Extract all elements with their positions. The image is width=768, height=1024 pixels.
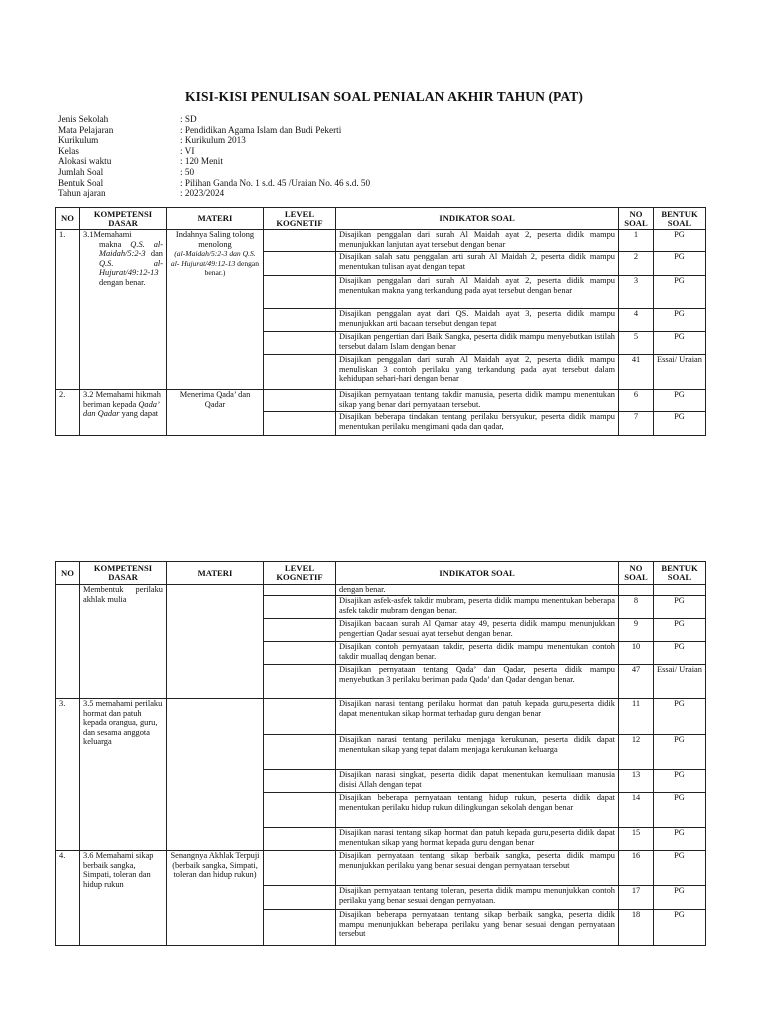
indikator-cell: Disajikan penggalan dari surah Al Maidah ayat 2, peserta didik mampu menuliskan 3 contoh perilaku yang terkandung pada ayat tersebut dalam kehidupan sehari-hari dengan benar <box>336 355 619 390</box>
no-soal-cell: 4 <box>619 309 654 332</box>
row-number <box>56 585 80 699</box>
bentuk-soal-cell: PG <box>654 619 706 642</box>
indikator-cell: Disajikan beberapa tindakan tentang perilaku bersyukur, peserta didik mampu menentukan perilaku mengimani qada dan qadar, <box>336 412 619 436</box>
level-cell <box>264 642 336 665</box>
row-number: 3. <box>56 699 80 851</box>
level-cell <box>264 230 336 252</box>
bentuk-soal-cell: PG <box>654 252 706 276</box>
bentuk-soal-cell: PG <box>654 851 706 886</box>
no-soal-cell: 16 <box>619 851 654 886</box>
header-indikator-soal: INDIKATOR SOAL <box>336 562 619 585</box>
level-cell <box>264 585 336 596</box>
no-soal-cell: 12 <box>619 735 654 770</box>
meta-label: Kelas <box>58 145 79 156</box>
kisi-table-page-2 <box>55 561 706 946</box>
level-cell <box>264 735 336 770</box>
kompetensi-dasar-cell <box>80 390 167 436</box>
indikator-cell: Disajikan narasi tentang perilaku menjaga kerukunan, peserta didik dapat menentukan sikap yang tepat dalam menjaga kerukunan keluarga <box>336 735 619 770</box>
meta-value: : Pilihan Ganda No. 1 s.d. 45 /Uraian No. 46 s.d. 50 <box>180 177 371 188</box>
bentuk-soal-cell: PG <box>654 332 706 355</box>
indikator-cell: Disajikan asfek-asfek takdir mubram, peserta didik mampu menentukan beberapa asfek takdir mubram dengan benar. <box>336 596 619 619</box>
no-soal-cell: 1 <box>619 230 654 252</box>
meta-row <box>58 146 370 157</box>
no-soal-cell: 5 <box>619 332 654 355</box>
no-soal-cell: 17 <box>619 886 654 910</box>
kd-text <box>83 240 163 288</box>
kd-text-part: makna <box>99 239 131 249</box>
no-soal-cell: 11 <box>619 699 654 735</box>
no-soal-cell: 13 <box>619 770 654 793</box>
bentuk-soal-cell: PG <box>654 642 706 665</box>
level-cell <box>264 309 336 332</box>
kd-text-part: dan <box>145 249 163 258</box>
meta-row <box>58 156 370 167</box>
meta-value: : 2023/2024 <box>180 188 225 199</box>
meta-label: Jumlah Soal <box>58 166 104 177</box>
bentuk-soal-cell: PG <box>654 828 706 851</box>
materi-cell <box>167 230 264 390</box>
header-bentuk-soal: BENTUK SOAL <box>654 208 706 230</box>
kd-text: 3.1Memahami <box>83 230 132 239</box>
meta-row <box>58 178 370 189</box>
level-cell <box>264 793 336 828</box>
level-cell <box>264 390 336 412</box>
level-cell <box>264 412 336 436</box>
meta-row <box>58 188 370 199</box>
no-soal-cell <box>619 585 654 596</box>
row-number: 1. <box>56 230 80 390</box>
indikator-cell: Disajikan penggalan dari surah Al Maidah ayat 2, peserta didik mampu menunjukkan lanjutan ayat tersebut dengan benar <box>336 230 619 252</box>
bentuk-soal-cell <box>654 585 706 596</box>
kompetensi-dasar-cell <box>80 230 167 390</box>
table-row <box>56 390 706 412</box>
meta-label: Mata Pelajaran <box>58 124 114 135</box>
kompetensi-dasar-cell: 3.5 memahami perilaku hormat dan patuh kepada orangua, guru, dan sesama anggota keluarga <box>80 699 167 851</box>
indikator-cell: Disajikan pernyataan tentang sikap berbaik sangka, peserta didik mampu menunjukkan perilaku yang benar sesuai dengan pernyataan tersebut <box>336 851 619 886</box>
no-soal-cell: 14 <box>619 793 654 828</box>
indikator-cell: Disajikan pengertian dari Baik Sangka, peserta didik mampu menyebutkan istilah tersebut dalam Islam dengan benar <box>336 332 619 355</box>
indikator-cell: Disajikan narasi tentang perilaku hormat dan patuh kepada guru,peserta didik dapat menentukan sikap hormat terhadap guru dengan benar <box>336 699 619 735</box>
bentuk-soal-cell: PG <box>654 230 706 252</box>
meta-row <box>58 114 370 125</box>
indikator-cell: Disajikan salah satu penggalan arti surah Al Maidah 2, peserta didik mampu menentukan tulisan ayat dengan tepat <box>336 252 619 276</box>
no-soal-cell: 41 <box>619 355 654 390</box>
indikator-cell: Disajikan beberapa pernyataan tentang sikap berbaik sangka, peserta didik mampu menunjukkan beberapa perilaku yang benar sesuai dengan pernyataan tersebut <box>336 910 619 946</box>
level-cell <box>264 851 336 886</box>
meta-value: : 50 <box>180 166 195 177</box>
meta-label: Tahun ajaran <box>58 188 106 199</box>
header-materi: MATERI <box>167 208 264 230</box>
level-cell <box>264 828 336 851</box>
level-cell <box>264 665 336 699</box>
kd-text-italic: Q.S. al-Hujurat/49:12-13 <box>99 258 163 277</box>
meta-value: : SD <box>180 114 197 124</box>
table-row <box>56 585 706 596</box>
table-header-row <box>56 562 706 585</box>
no-soal-cell: 18 <box>619 910 654 946</box>
bentuk-soal-cell: PG <box>654 276 706 309</box>
level-cell <box>264 252 336 276</box>
meta-value: : Pendidikan Agama Islam dan Budi Pekerti <box>180 124 342 135</box>
kd-text-italic: Q.S. al-Maidah/5:2-3 <box>99 239 163 258</box>
no-soal-cell: 3 <box>619 276 654 309</box>
indikator-cell: Disajikan pernyataan tentang Qada’ dan Qadar, peserta didik mampu menyebutkan 3 perilaku beriman pada Qada’ dan Qadar dengan benar. <box>336 665 619 699</box>
meta-row <box>58 167 370 178</box>
bentuk-soal-cell: PG <box>654 910 706 946</box>
meta-label: Bentuk Soal <box>58 177 104 188</box>
level-cell <box>264 699 336 735</box>
indikator-cell: Disajikan narasi tentang sikap hormat dan patuh kepada guru,peserta didik dapat menentukan sikap yang hormat kepada guru dengan benar <box>336 828 619 851</box>
level-cell <box>264 886 336 910</box>
header-level-kognetif: LEVEL KOGNETIF <box>264 208 336 230</box>
level-cell <box>264 276 336 309</box>
no-soal-cell: 8 <box>619 596 654 619</box>
no-soal-cell: 47 <box>619 665 654 699</box>
level-cell <box>264 770 336 793</box>
level-cell <box>264 619 336 642</box>
meta-value: : 120 Menit <box>180 156 223 167</box>
meta-label: Kurikulum <box>58 135 99 146</box>
materi-cell: Menerima Qada’ dan Qadar <box>167 390 264 436</box>
materi-text: Indahnya Saling tolong menolong <box>175 230 255 249</box>
bentuk-soal-cell: PG <box>654 390 706 412</box>
header-no: NO <box>56 208 80 230</box>
no-soal-cell: 7 <box>619 412 654 436</box>
row-number: 4. <box>56 851 80 946</box>
header-kompetensi-dasar: KOMPETENSI DASAR <box>80 208 167 230</box>
header-no-soal: NO SOAL <box>619 208 654 230</box>
indikator-cell: Disajikan contoh pernyataan takdir, peserta didik mampu menentukan contoh takdir muallaq dengan benar. <box>336 642 619 665</box>
meta-label: Jenis Sekolah <box>58 114 109 124</box>
kd-text-part: dengan benar. <box>99 277 146 287</box>
header-bentuk-soal: BENTUK SOAL <box>654 562 706 585</box>
materi-text: dengan benar.) <box>204 258 260 277</box>
no-soal-cell: 6 <box>619 390 654 412</box>
kd-text-italic: Qada’ dan Qadar <box>83 399 159 418</box>
indikator-cell: Disajikan penggalan dari surah Al Maidah ayat 2, peserta didik mampu menentukan makna yang terkandung pada ayat tersebut dengan benar <box>336 276 619 309</box>
table-header-row <box>56 208 706 230</box>
header-level-kognetif: LEVEL KOGNETIF <box>264 562 336 585</box>
table-row <box>56 851 706 886</box>
document-meta <box>58 114 370 199</box>
meta-value: : VI <box>180 145 195 156</box>
bentuk-soal-cell: Essai/ Uraian <box>654 355 706 390</box>
no-soal-cell: 15 <box>619 828 654 851</box>
header-kompetensi-dasar: KOMPETENSI DASAR <box>80 562 167 585</box>
document-title: KISI-KISI PENULISAN SOAL PENIALAN AKHIR TAHUN (PAT) <box>185 89 583 104</box>
meta-row <box>58 125 370 136</box>
meta-row <box>58 135 370 146</box>
no-soal-cell: 9 <box>619 619 654 642</box>
kompetensi-dasar-cell: 3.6 Memahami sikap berbaik sangka, Simpati, toleran dan hidup rukun <box>80 851 167 946</box>
bentuk-soal-cell: PG <box>654 309 706 332</box>
materi-text-italic: (al-Maidah/5:2-3 dan Q.S. al- Hujurat/49:12-13 <box>170 249 256 268</box>
header-materi: MATERI <box>167 562 264 585</box>
kd-text: 3.2 Memahami hikmah beriman kepada <box>83 390 161 409</box>
level-cell <box>264 596 336 619</box>
header-no-soal: NO SOAL <box>619 562 654 585</box>
bentuk-soal-cell: PG <box>654 596 706 619</box>
indikator-cell: Disajikan pernyataan tentang takdir manusia, peserta didik mampu menentukan sikap yang benar dari pernyataan tersebut. <box>336 390 619 412</box>
bentuk-soal-cell: PG <box>654 735 706 770</box>
level-cell <box>264 332 336 355</box>
header-no: NO <box>56 562 80 585</box>
level-cell <box>264 355 336 390</box>
indikator-cell: Disajikan narasi singkat, peserta didik dapat menentukan kemuliaan manusia disisi Allah dengan tepat <box>336 770 619 793</box>
kompetensi-dasar-cell: Membentuk perilaku akhlak mulia <box>80 585 167 699</box>
bentuk-soal-cell: PG <box>654 699 706 735</box>
materi-cell <box>167 585 264 699</box>
row-number: 2. <box>56 390 80 436</box>
kd-text: yang dapat <box>119 409 159 418</box>
indikator-cell: Disajikan beberapa pernyataan tentang hidup rukun, peserta didik dapat menentukan perilaku hidup rukun dilingkungan sekolah dengan benar <box>336 793 619 828</box>
materi-cell <box>167 699 264 851</box>
meta-value: : Kurikulum 2013 <box>180 135 246 146</box>
no-soal-cell: 2 <box>619 252 654 276</box>
bentuk-soal-cell: PG <box>654 770 706 793</box>
bentuk-soal-cell: PG <box>654 412 706 436</box>
materi-cell: Senangnya Akhlak Terpuji (berbaik sangka, Simpati, toleran dan hidup rukun) <box>167 851 264 946</box>
indikator-cell: Disajikan pernyataan tentang toleran, peserta didik mampu menunjukkan contoh perilaku yang benar sesuai dengan pernyataan. <box>336 886 619 910</box>
indikator-cell: Disajikan penggalan ayat dari QS. Maidah ayat 3, peserta didik mampu menunjukkan arti bacaan tersebut dengan tepat <box>336 309 619 332</box>
table-row <box>56 699 706 735</box>
bentuk-soal-cell: Essai/ Uraian <box>654 665 706 699</box>
bentuk-soal-cell: PG <box>654 886 706 910</box>
table-row <box>56 230 706 252</box>
indikator-cell: Disajikan bacaan surah Al Qamar atay 49, peserta didik mampu menunjukkan pengertian Qadar sesuai ayat tersebut dengan benar. <box>336 619 619 642</box>
header-indikator-soal: INDIKATOR SOAL <box>336 208 619 230</box>
level-cell <box>264 910 336 946</box>
kisi-table-page-1 <box>55 207 706 436</box>
no-soal-cell: 10 <box>619 642 654 665</box>
meta-label: Alokasi waktu <box>58 156 112 167</box>
bentuk-soal-cell: PG <box>654 793 706 828</box>
indikator-cell: dengan benar. <box>336 585 619 596</box>
